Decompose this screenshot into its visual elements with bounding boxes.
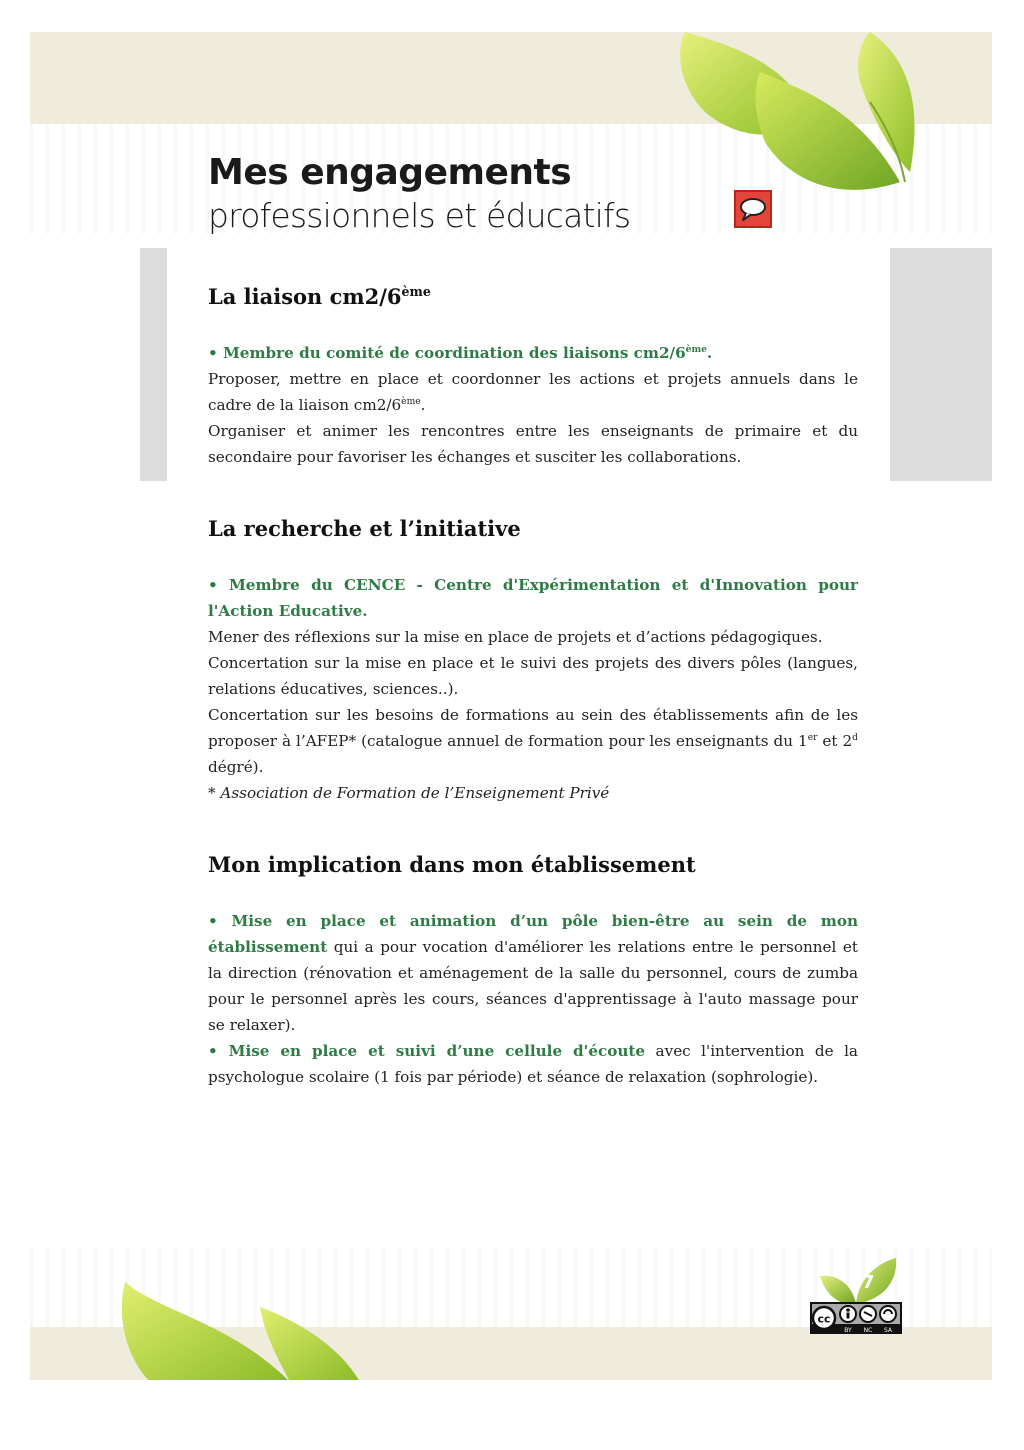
speech-bubble-icon[interactable] xyxy=(734,190,772,228)
paragraph: • Mise en place et animation d’un pôle bien-être au sein de mon établissement qui a pour vocation d'améliorer les relations entre le personnel et la direction (rénovation et aménagement de la salle du personnel, cours de zumba pour le personnel après les cours, séances d'apprentissage à l'auto massage pour se relaxer). xyxy=(208,912,858,1034)
svg-text:SA: SA xyxy=(883,1327,893,1334)
page-subtitle: professionnels et éducatifs xyxy=(208,196,631,235)
paragraph: Proposer, mettre en place et coordonner les actions et projets annuels dans le cadre de la liaison cm2/6ème. xyxy=(208,370,858,414)
section-bullet: • Membre du comité de coordination des liaisons cm2/6ème. xyxy=(208,343,713,362)
svg-text:BY: BY xyxy=(844,1327,852,1334)
paragraph: Concertation sur les besoins de formations au sein des établissements afin de les proposer à l’AFEP* (catalogue annuel de formation pour les enseignants du 1er et 2$^d$ dégré). xyxy=(208,706,858,776)
paragraph: Mener des réflexions sur la mise en place de projets et d’actions pédagogiques. xyxy=(208,628,823,646)
main-content xyxy=(208,280,858,1132)
section-bullet: • Membre du CENCE - Centre d'Expérimentation et d'Innovation pour l'Action Educative. xyxy=(208,576,858,620)
paragraph: Concertation sur la mise en place et le suivi des projets des divers pôles (langues, relations éducatives, sciences..). xyxy=(208,654,858,698)
section-implication xyxy=(208,848,858,1090)
page-title: Mes engagements xyxy=(208,152,572,193)
svg-text:NC: NC xyxy=(863,1327,873,1334)
side-bar-right xyxy=(890,248,992,481)
page-number-leaves-icon xyxy=(812,1256,898,1308)
section-heading: Mon implication dans mon établissement xyxy=(208,852,696,877)
page-number: 7 xyxy=(862,1272,875,1293)
section-recherche xyxy=(208,512,858,806)
side-bar-left xyxy=(140,248,167,481)
section-heading: La recherche et l’initiative xyxy=(208,516,521,541)
svg-text:cc: cc xyxy=(817,1312,831,1326)
paragraph: • Mise en place et suivi d’une cellule d'écoute avec l'intervention de la psychologue scolaire (1 fois par période) et séance de relaxation (sophrologie). xyxy=(208,1042,858,1086)
section-heading: La liaison cm2/6ème xyxy=(208,284,431,309)
creative-commons-icon[interactable] xyxy=(810,1302,902,1334)
leaf-decoration-bottom-icon xyxy=(90,1252,390,1380)
section-liaison xyxy=(208,280,858,470)
footnote: * Association de Formation de l’Enseignement Privé xyxy=(208,784,610,802)
paragraph: Organiser et animer les rencontres entre les enseignants de primaire et du secondaire pour favoriser les échanges et susciter les collaborations. xyxy=(208,422,858,466)
